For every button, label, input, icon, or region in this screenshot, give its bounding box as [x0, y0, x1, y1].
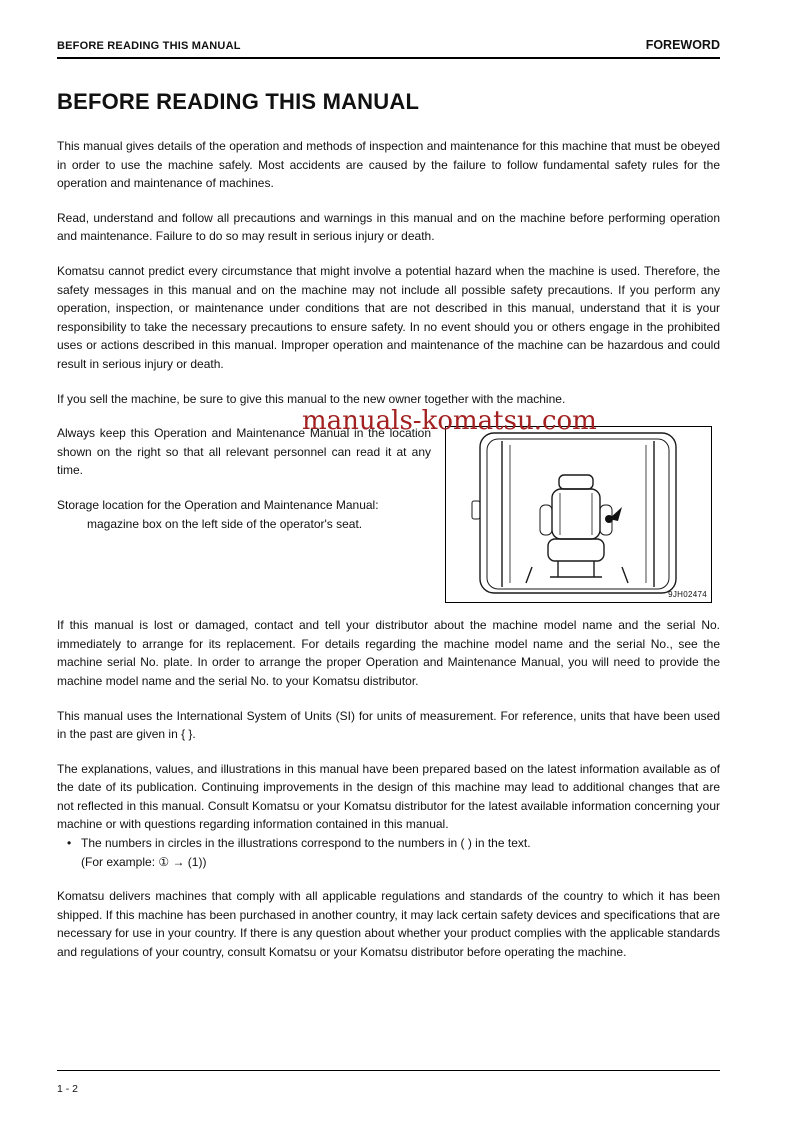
paragraph-latest-information: The explanations, values, and illustrations in this manual have been prepared based on the latest information available as of the date of its publication. Continuing improvements in the design of this machine may lead to additional changes that are not reflected in this manual. Consult Komatsu or your Komatsu distributor for the latest available information concerning your machine or with questions regarding information contained in this manual.: [57, 761, 720, 832]
storage-location-line2: magazine box on the left side of the operator's seat.: [87, 516, 363, 531]
bullet-text: The numbers in circles in the illustrations correspond to the numbers in ( ) in the text.: [81, 836, 531, 851]
header-section-title: BEFORE READING THIS MANUAL: [57, 40, 241, 52]
cab-storage-location-figure: [445, 426, 712, 603]
footer-rule: [57, 1070, 720, 1071]
paragraph-manual-purpose: This manual gives details of the operation and methods of inspection and maintenance for this machine that must be obeyed in order to use the machine safely. Most accidents are caused by the failure to follow fundamental safety rules for the operation and maintenance of machines.: [57, 139, 720, 191]
bullet-content: [81, 834, 531, 871]
paragraph-keep-manual: Always keep this Operation and Maintenance Manual in the location shown on the right so that all relevant personnel can read it at any time.: [57, 426, 431, 478]
page-header: [57, 38, 720, 59]
paragraph-read-precautions: Read, understand and follow all precautions and warnings in this manual and on the machine before performing operation and maintenance. Failure to do so may result in serious injury or death.: [57, 210, 720, 244]
cab-illustration: [446, 427, 709, 600]
bullet-marker: •: [67, 836, 72, 851]
storage-location-line1: Storage location for the Operation and Maintenance Manual:: [57, 497, 379, 512]
page-footer: [57, 1070, 720, 1097]
bullet-example: (For example: ① → (1)): [81, 854, 207, 869]
page-title: BEFORE READING THIS MANUAL: [57, 89, 420, 114]
manual-storage-section: [57, 424, 720, 616]
paragraph-si-units: This manual uses the International System of Units (SI) for units of measurement. For reference, units that have been used in the past are given in { }.: [57, 708, 720, 742]
header-foreword: FOREWORD: [645, 38, 720, 52]
paragraph-sell-machine: If you sell the machine, be sure to give this manual to the new owner together with the machine.: [57, 391, 566, 406]
figure-code: 9JH02474: [668, 590, 707, 600]
paragraph-hazard-responsibility: Komatsu cannot predict every circumstance that might involve a potential hazard when the machine is used. Therefore, the safety messages in this manual and on the machine may not include all possible safety precautions. If you perform any operation, inspection, or maintenance under conditions that are not described in this manual, understand that it is your responsibility to take the necessary precautions to ensure safety. In no event should you or others engage in the prohibited uses or actions described in this manual. Improper operation and maintenance of the machine can be hazardous and could result in serious injury or death.: [57, 263, 720, 371]
watermark-text: manuals-komatsu.com: [302, 406, 597, 436]
page-number: 1 - 2: [57, 1083, 79, 1095]
bullet-circled-numbers: [67, 834, 720, 871]
paragraph-country-regulations: Komatsu delivers machines that comply with all applicable regulations and standards of the country to which it has been shipped. If this machine has been purchased in another country, it may lack certain safety devices and specifications that are necessary for use in your country. If there is any question about whether your product complies with the applicable standards and regulations of your country, consult Komatsu or your Komatsu distributor before operating the machine.: [57, 889, 720, 960]
magazine-box-marker: [605, 507, 622, 523]
paragraph-lost-manual: If this manual is lost or damaged, contact and tell your distributor about the machine model name and the serial No. immediately to arrange for its replacement. For details regarding the machine model name and the serial No., see the machine serial No. plate. In order to arrange the proper Operation and Maintenance Manual, you will need to provide the machine model name and the serial No. to your Komatsu distributor.: [57, 618, 720, 688]
